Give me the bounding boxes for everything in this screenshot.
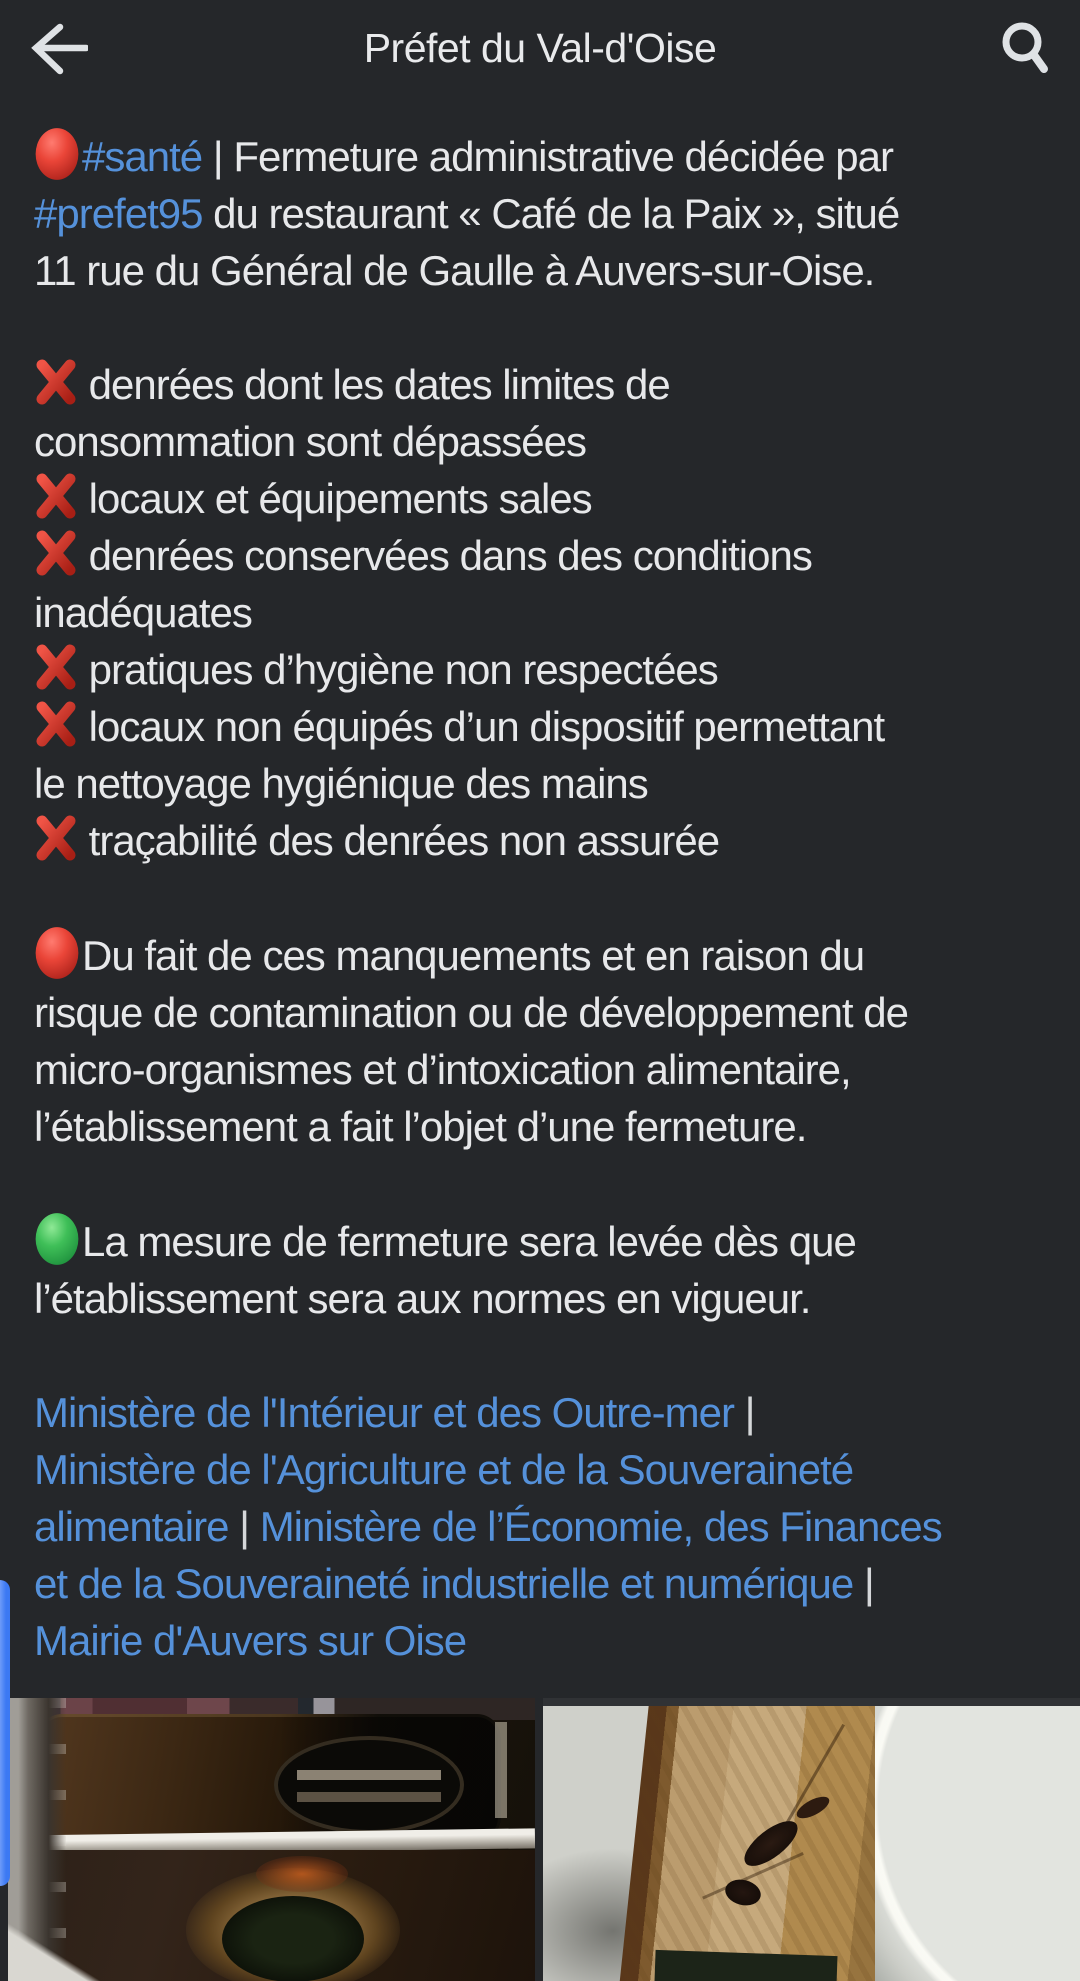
post-line <box>34 413 1046 470</box>
entity-link[interactable]: Ministère de l’Économie, des Finances <box>259 1503 942 1550</box>
red-circle-emoji <box>34 926 82 984</box>
photo-detail <box>38 1714 501 1842</box>
post-text: consommation sont dépassées <box>34 418 586 465</box>
post-text: risque de contamination ou de développement de <box>34 989 908 1036</box>
cross-mark-emoji <box>34 698 78 755</box>
post-text: Du fait de ces manquements et en raison du <box>82 932 865 979</box>
search-icon <box>996 17 1054 80</box>
post-line <box>34 755 1046 812</box>
post-line <box>34 1098 1046 1155</box>
post-line <box>34 470 1046 527</box>
post-line <box>34 1441 1046 1498</box>
photo-detail <box>654 1950 837 1981</box>
post-line <box>34 356 1046 413</box>
entity-link[interactable]: Mairie d'Auvers sur Oise <box>34 1617 467 1664</box>
photo-dirty-stove[interactable] <box>8 1698 535 1981</box>
post-line <box>34 1041 1046 1098</box>
post-text: pratiques d’hygiène non respectées <box>78 646 718 693</box>
post-text: l’établissement a fait l’objet d’une fermeture. <box>34 1103 807 1150</box>
hashtag-link[interactable]: #prefet95 <box>34 190 203 237</box>
post-line <box>34 1555 1046 1612</box>
post-line <box>34 1498 1046 1555</box>
cross-mark-emoji <box>34 470 78 527</box>
post-text: l’établissement sera aux normes en vigueur. <box>34 1275 811 1322</box>
cross-mark-emoji <box>34 356 78 413</box>
post-line <box>34 641 1046 698</box>
post-text: 11 rue du Général de Gaulle à Auvers-sur-Oise. <box>34 247 875 294</box>
cross-mark-emoji <box>34 527 78 584</box>
photo-detail <box>8 1917 138 1981</box>
red-circle-emoji <box>34 127 82 185</box>
post-text: locaux non équipés d’un dispositif permettant <box>78 703 885 750</box>
post-line <box>34 1384 1046 1441</box>
post-line <box>34 185 1046 242</box>
cross-mark-emoji <box>34 641 78 698</box>
post-line <box>34 527 1046 584</box>
photo-dirty-shelf[interactable] <box>543 1698 1080 1981</box>
scroll-indicator[interactable] <box>0 1580 10 1886</box>
entity-link[interactable]: alimentaire <box>34 1503 229 1550</box>
app-header <box>0 0 1080 97</box>
search-button[interactable] <box>970 0 1080 97</box>
post-text: le nettoyage hygiénique des mains <box>34 760 648 807</box>
entity-link[interactable]: Ministère de l'Agriculture et de la Souveraineté <box>34 1446 854 1493</box>
link-separator: | <box>228 1503 260 1550</box>
entity-link[interactable]: Ministère de l'Intérieur et des Outre-mer <box>34 1389 734 1436</box>
post-line <box>34 242 1046 299</box>
post-line <box>34 984 1046 1041</box>
post-line <box>34 127 1046 185</box>
post-text: denrées conservées dans des conditions <box>78 532 812 579</box>
photo-detail <box>543 1698 1080 1706</box>
back-arrow-icon <box>22 17 88 80</box>
post-line <box>34 584 1046 641</box>
post-text: | Fermeture administrative décidée par <box>202 133 894 180</box>
hashtag-link[interactable]: #santé <box>82 133 203 180</box>
post-line <box>34 1270 1046 1327</box>
cross-mark-emoji <box>34 812 78 869</box>
photo-detail <box>875 1698 1080 1981</box>
post-text: traçabilité des denrées non assurée <box>78 817 720 864</box>
entity-link[interactable]: et de la Souveraineté industrielle et numérique <box>34 1560 854 1607</box>
post-text: denrées dont les dates limites de <box>78 361 670 408</box>
link-separator: | <box>733 1389 755 1436</box>
page-title: Préfet du Val-d'Oise <box>363 25 717 71</box>
post-line <box>34 926 1046 984</box>
post-line <box>34 698 1046 755</box>
post-text: La mesure de fermeture sera levée dès que <box>82 1218 856 1265</box>
post-text: du restaurant « Café de la Paix », situé <box>202 190 900 237</box>
post-text: inadéquates <box>34 589 252 636</box>
link-separator: | <box>853 1560 874 1607</box>
post-line <box>34 1612 1046 1669</box>
post-line <box>34 1212 1046 1270</box>
photo-detail <box>495 1722 507 1818</box>
green-circle-emoji <box>34 1212 82 1270</box>
post-body <box>0 97 1080 1669</box>
post-line <box>34 812 1046 869</box>
photo-grid <box>8 1698 1080 1981</box>
post-text: micro-organismes et d’intoxication alimentaire, <box>34 1046 851 1093</box>
post-text: locaux et équipements sales <box>78 475 592 522</box>
back-button[interactable] <box>0 0 110 97</box>
